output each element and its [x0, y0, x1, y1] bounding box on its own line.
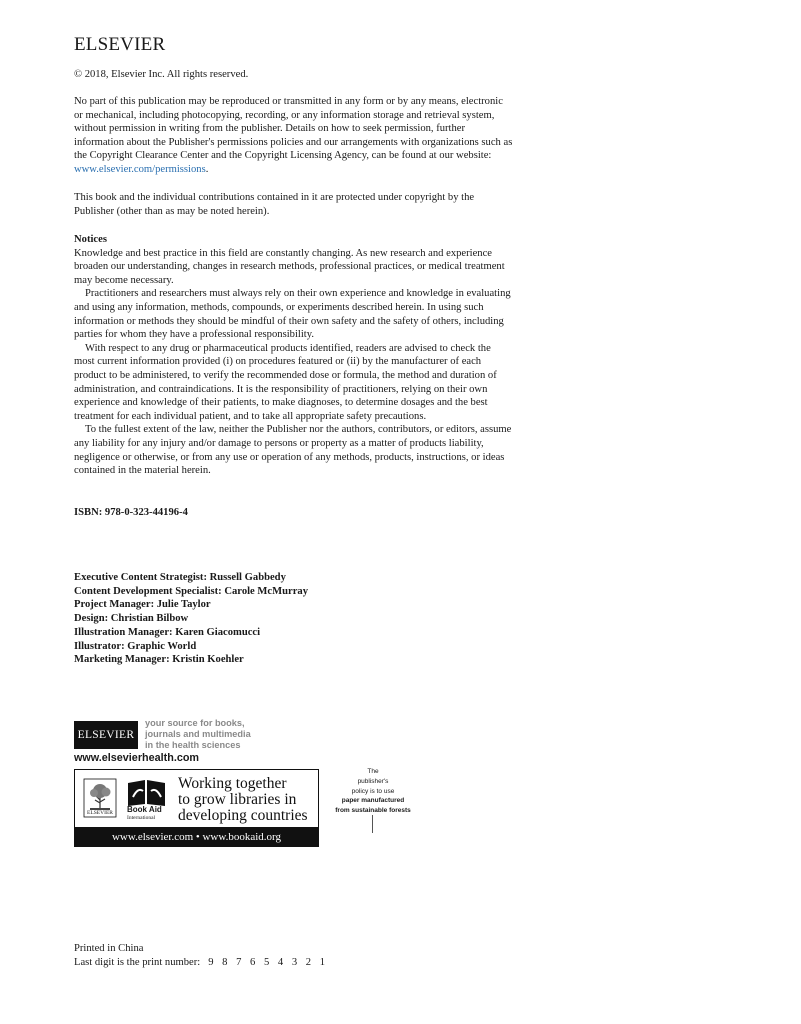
notices-section: [74, 233, 514, 478]
notices-paragraph-1: Knowledge and best practice in this field are constantly changing. As new research and experience broaden our understanding, changes in research methods, professional practices, or medical treatment may become necessary.: [74, 247, 505, 286]
print-info: [74, 942, 325, 970]
tree-label: ELSEVIER: [87, 810, 113, 816]
credit-line: Illustration Manager: Karen Giacomucci: [74, 626, 261, 638]
health-tagline: [145, 718, 251, 751]
book-aid-banner: [74, 769, 319, 847]
notices-paragraph-3: With respect to any drug or pharmaceutical products identified, readers are advised to check the most current information provided (i) on procedures featured or (ii) by the manufacturer of each product to be administered, to verify the recommended dose or formula, the method and duration of administration, and contraindications. It is the responsibility of practitioners, relying on their own experience and knowledge of their patients, to make diagnoses, to determine dosages and the best treatment for each individual patient, and to take all appropriate safety precautions.: [74, 342, 497, 422]
isbn: ISBN: 978-0-323-44196-4: [74, 507, 188, 518]
publisher-name: ELSEVIER: [74, 34, 166, 55]
credits-list: [74, 571, 308, 667]
fsc-line: policy is to use: [351, 787, 395, 795]
print-number-line: [74, 956, 325, 970]
book-aid-content: [75, 770, 318, 828]
book-aid-logo-subtext: International: [127, 815, 156, 821]
tagline-line: in the health sciences: [145, 740, 241, 750]
credit-line: Executive Content Strategist: Russell Gabbedy: [74, 572, 286, 583]
slogan-line: developing countries: [178, 807, 308, 824]
credit-line: Marketing Manager: Kristin Koehler: [74, 654, 244, 666]
tagline-line: journals and multimedia: [145, 729, 251, 739]
credit-line: Design: Christian Bilbow: [74, 613, 189, 625]
permissions-paragraph: No part of this publication may be reproduced or transmitted in any form or by any means, electronic or mechanical, including photocopying, recording, or any information storage and retrieval system, without permission in writing from the publisher. Details on how to seek permission, further information about the Publisher's permissions policies and our arrangements with organizations such as the Copyright Clearance Center and the Copyright Licensing Agency, can be found at our website: www.elsevier.com/permissions.: [74, 96, 513, 175]
notices-heading: Notices: [74, 234, 107, 245]
printed-in: Printed in China: [74, 943, 144, 954]
elsevier-health-logo-text: ELSEVIER: [77, 729, 135, 741]
fsc-line: from sustainable forests: [335, 807, 411, 815]
slogan-line: Working together: [178, 775, 287, 792]
credit-line: Content Development Specialist: Carole McMurray: [74, 585, 308, 597]
elsevier-health-logo: [74, 721, 138, 749]
sustainable-paper-notice: [334, 767, 412, 816]
book-aid-slogan: [178, 776, 308, 824]
elsevier-health-url[interactable]: www.elsevierhealth.com: [74, 752, 200, 764]
print-number-digits: 9 8 7 6 5 4 3 2 1: [208, 957, 326, 968]
fsc-line: The: [367, 768, 379, 775]
book-aid-url-bar[interactable]: www.elsevier.com • www.bookaid.org: [75, 827, 318, 846]
fsc-line: paper manufactured: [341, 797, 405, 805]
notices-paragraph-2: Practitioners and researchers must always rely on their own experience and knowledge in evaluating and using any information, methods, compounds, or experiments described herein. In using such information or methods they should be mindful of their own safety and the safety of others, including parties for whom they have a professional responsibility.: [74, 288, 511, 341]
copyright-paragraph: This book and the individual contributions contained in it are protected under copyright by the Publisher (other than as may be noted herein).: [74, 192, 475, 217]
fsc-line: publisher's: [357, 777, 389, 785]
slogan-line: to grow libraries in: [178, 791, 297, 808]
copyright-line: © 2018, Elsevier Inc. All rights reserved.: [74, 69, 249, 80]
fsc-divider: [372, 815, 373, 833]
credit-line: Illustrator: Graphic World: [74, 640, 197, 652]
credit-line: Project Manager: Julie Taylor: [74, 599, 211, 611]
tagline-line: your source for books,: [145, 718, 245, 728]
permissions-link[interactable]: www.elsevier.com/permissions: [74, 163, 206, 175]
permissions-text: No part of this publication may be reproduced or transmitted in any form or by any means, electronic or mechanical, including photocopying, recording, or any information storage and retrieval system, without permission in writing from the publisher. Details on how to seek permission, further information about the Publisher's permissions policies and our arrangements with organizations such as the Copyright Clearance Center and the Copyright Licensing Agency, can be found at our website:: [74, 96, 513, 162]
notices-paragraph-4: To the fullest extent of the law, neither the Publisher nor the authors, contributors, or editors, assume any liability for any injury and/or damage to persons or property as a matter of products liability, negligence or otherwise, or from any use or operation of any methods, products, instructions, or ideas contained in the material herein.: [74, 424, 512, 477]
print-number-label: Last digit is the print number:: [74, 957, 201, 968]
book-aid-logo-text: Book Aid: [127, 805, 162, 814]
